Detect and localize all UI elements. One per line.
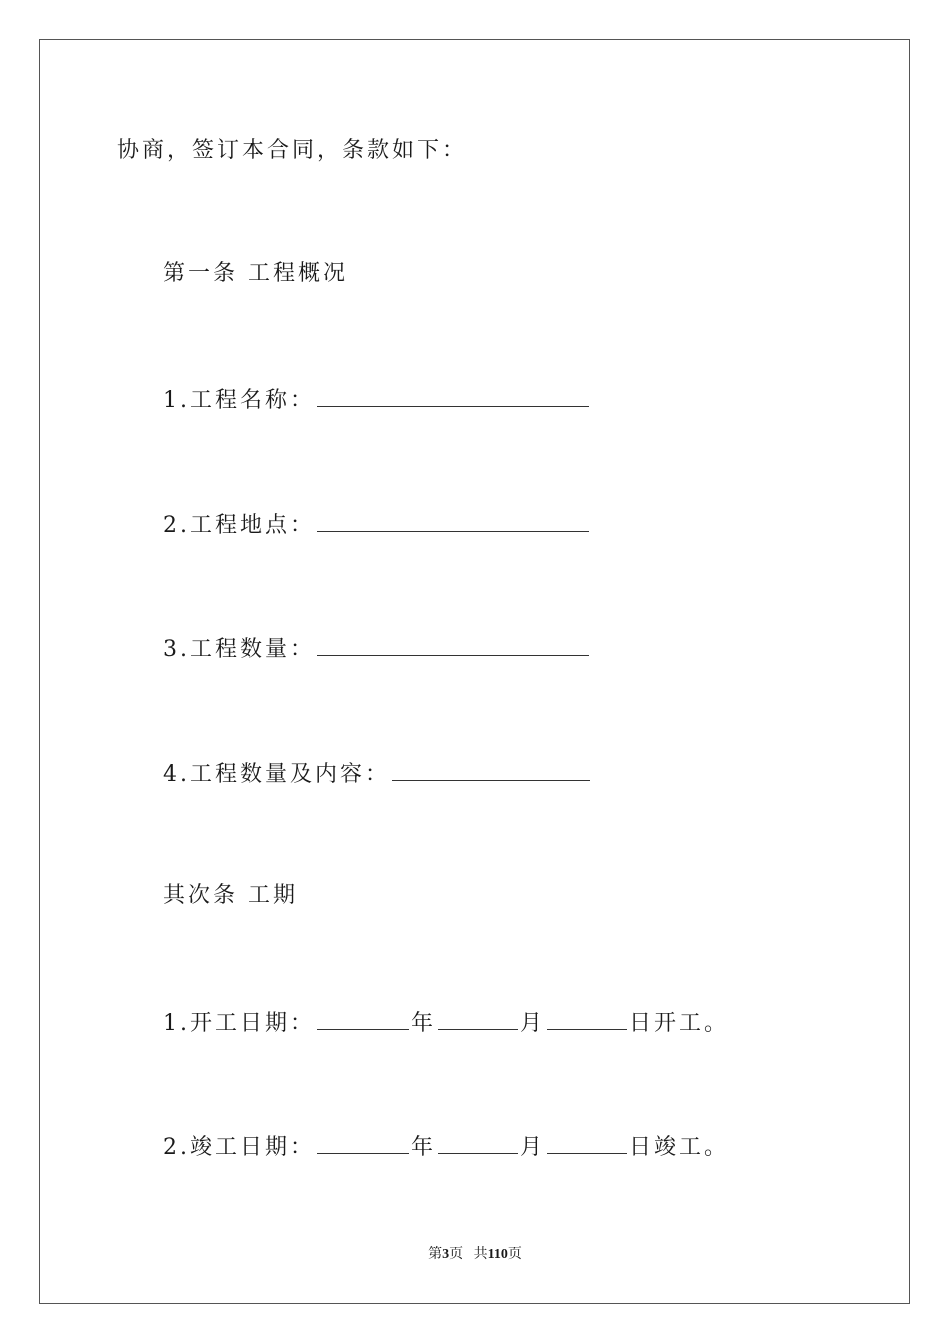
page-suffix: 页 bbox=[449, 1247, 464, 1262]
section-1-title: 第一条 工程概况 bbox=[163, 261, 348, 286]
page-border bbox=[39, 39, 910, 1304]
project-location-field bbox=[163, 509, 591, 541]
page-number: 3 bbox=[442, 1247, 450, 1262]
project-name-label: 1.工程名称： bbox=[163, 388, 315, 413]
start-date-label: 1.开工日期： bbox=[163, 1011, 315, 1036]
project-quantity-field bbox=[163, 633, 591, 665]
start-day-suffix: 日开工。 bbox=[629, 1011, 730, 1036]
start-year-unit: 年 bbox=[411, 1011, 437, 1036]
project-content-blank bbox=[392, 758, 590, 781]
start-month-blank bbox=[438, 1007, 518, 1030]
project-quantity-label: 3.工程数量： bbox=[163, 637, 315, 662]
end-day-suffix: 日竣工。 bbox=[629, 1135, 730, 1160]
start-year-blank bbox=[317, 1007, 409, 1030]
total-suffix: 页 bbox=[507, 1247, 522, 1262]
intro-text: 协商，签订本合同，条款如下： bbox=[117, 138, 468, 163]
project-location-blank bbox=[317, 509, 589, 532]
end-month-blank bbox=[438, 1131, 518, 1154]
total-pages: 110 bbox=[487, 1247, 508, 1262]
start-day-blank bbox=[547, 1007, 627, 1030]
total-prefix: 共 bbox=[473, 1247, 488, 1262]
end-date-field bbox=[163, 1131, 729, 1163]
section-2-title: 其次条 工期 bbox=[163, 883, 298, 908]
end-year-blank bbox=[317, 1131, 409, 1154]
project-content-field bbox=[163, 758, 592, 790]
page-prefix: 第 bbox=[428, 1247, 443, 1262]
start-month-unit: 月 bbox=[520, 1011, 546, 1036]
project-content-label: 4.工程数量及内容： bbox=[163, 762, 390, 787]
project-quantity-blank bbox=[317, 633, 589, 656]
page-footer bbox=[0, 1245, 950, 1265]
start-date-field bbox=[163, 1007, 729, 1039]
end-year-unit: 年 bbox=[411, 1135, 437, 1160]
project-location-label: 2.工程地点： bbox=[163, 513, 315, 538]
end-date-label: 2.竣工日期： bbox=[163, 1135, 315, 1160]
end-day-blank bbox=[547, 1131, 627, 1154]
project-name-blank bbox=[317, 384, 589, 407]
end-month-unit: 月 bbox=[520, 1135, 546, 1160]
project-name-field bbox=[163, 384, 591, 416]
